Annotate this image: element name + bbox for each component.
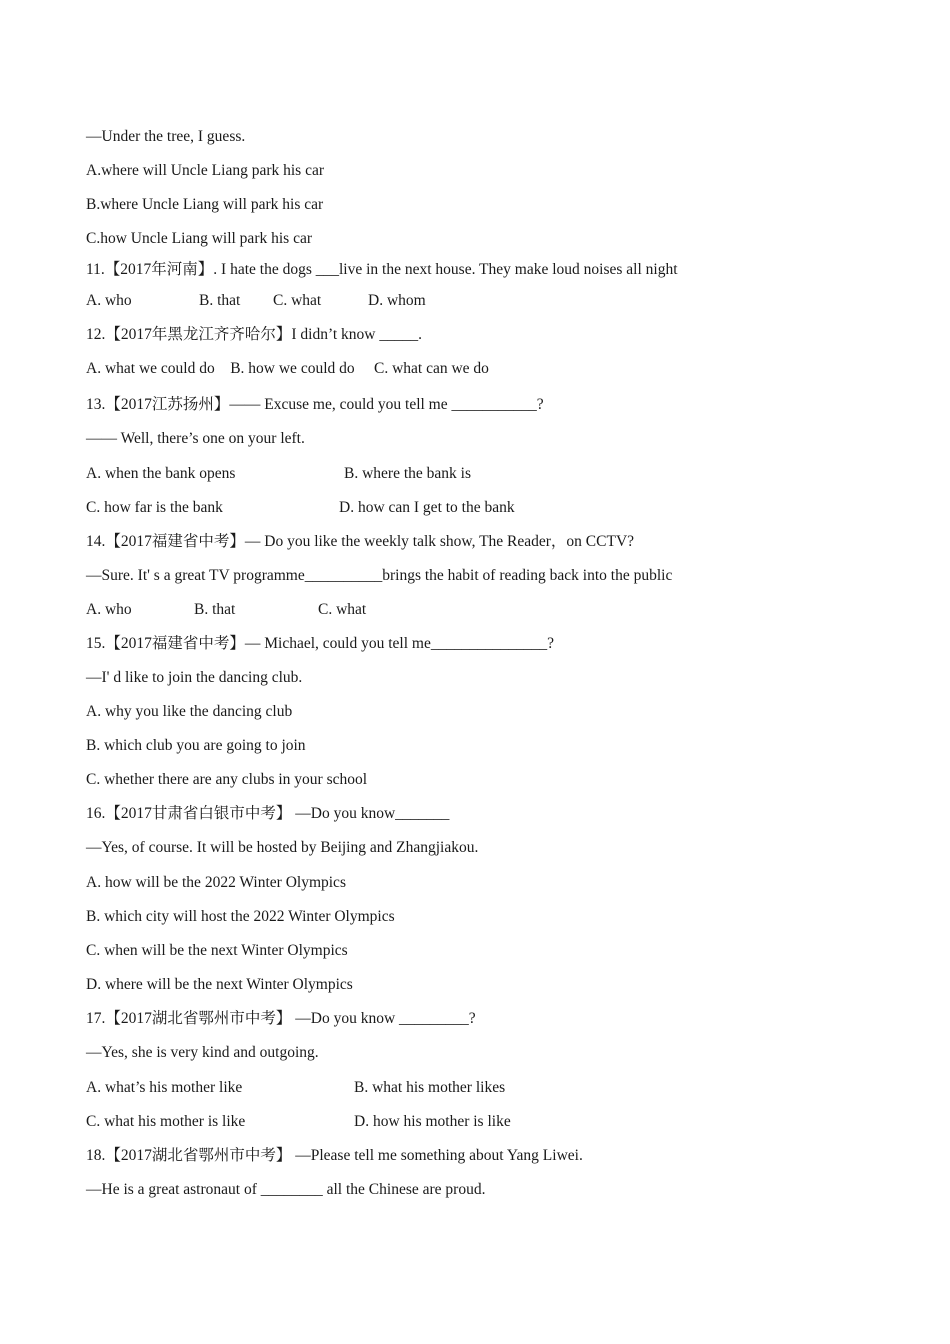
answer-option: A. who <box>86 292 132 309</box>
answer-option: B. which city will host the 2022 Winter Olympics <box>86 908 395 925</box>
text-line: —Under the tree, I guess. <box>86 128 246 145</box>
answer-option: A. when the bank opens <box>86 465 236 482</box>
question-14: 14.【2017福建省中考】— Do you like the weekly talk show, The Reader，on CCTV? <box>86 533 635 550</box>
answer-option: C.how Uncle Liang will park his car <box>86 230 312 247</box>
answer-option: B. that <box>199 292 241 309</box>
question-17: 17.【2017湖北省鄂州市中考】 —Do you know _________? <box>86 1010 476 1027</box>
answer-option: A.where will Uncle Liang park his car <box>86 162 325 179</box>
question-13: 13.【2017江苏扬州】—— Excuse me, could you tell me ___________? <box>86 396 544 413</box>
question-15: 15.【2017福建省中考】— Michael, could you tell me_______________? <box>86 635 554 652</box>
answer-option: B. which club you are going to join <box>86 737 306 754</box>
question-11: 11.【2017年河南】. I hate the dogs ___live in the next house. They make loud noises all night <box>86 261 678 278</box>
answer-option: B. what his mother likes <box>354 1079 506 1096</box>
answer-option: A. who <box>86 601 132 618</box>
text-line: —I' d like to join the dancing club. <box>86 669 303 686</box>
answer-option: B. where the bank is <box>344 465 471 482</box>
answer-option: B.where Uncle Liang will park his car <box>86 196 324 213</box>
answer-option: D. whom <box>368 292 426 309</box>
question-18: 18.【2017湖北省鄂州市中考】 —Please tell me something about Yang Liwei. <box>86 1147 583 1164</box>
text-line: —He is a great astronaut of ________ all the Chinese are proud. <box>86 1181 486 1198</box>
answer-option: A. how will be the 2022 Winter Olympics <box>86 874 346 891</box>
text-line: —Yes, of course. It will be hosted by Beijing and Zhangjiakou. <box>86 839 479 856</box>
text-line: —— Well, there’s one on your left. <box>86 430 305 447</box>
text-line: —Sure. It' s a great TV programme__________brings the habit of reading back into the public <box>86 567 673 584</box>
answer-option: C. what his mother is like <box>86 1113 246 1130</box>
answer-option: C. what <box>318 601 367 618</box>
answer-option: C. whether there are any clubs in your school <box>86 771 368 788</box>
answer-option: A. why you like the dancing club <box>86 703 293 720</box>
answer-option: B. that <box>194 601 236 618</box>
answer-options-row: A. what we could do B. how we could do C. what can we do <box>86 360 489 377</box>
answer-option: D. how his mother is like <box>354 1113 511 1130</box>
answer-option: D. how can I get to the bank <box>339 499 515 516</box>
answer-option: D. where will be the next Winter Olympics <box>86 976 353 993</box>
question-12: 12.【2017年黑龙江齐齐哈尔】I didn’t know _____. <box>86 326 422 343</box>
question-16: 16.【2017甘肃省白银市中考】 —Do you know_______ <box>86 805 450 822</box>
answer-option: C. what <box>273 292 322 309</box>
answer-option: C. how far is the bank <box>86 499 223 516</box>
answer-option: A. what’s his mother like <box>86 1079 243 1096</box>
text-line: —Yes, she is very kind and outgoing. <box>86 1044 319 1061</box>
answer-option: C. when will be the next Winter Olympics <box>86 942 348 959</box>
